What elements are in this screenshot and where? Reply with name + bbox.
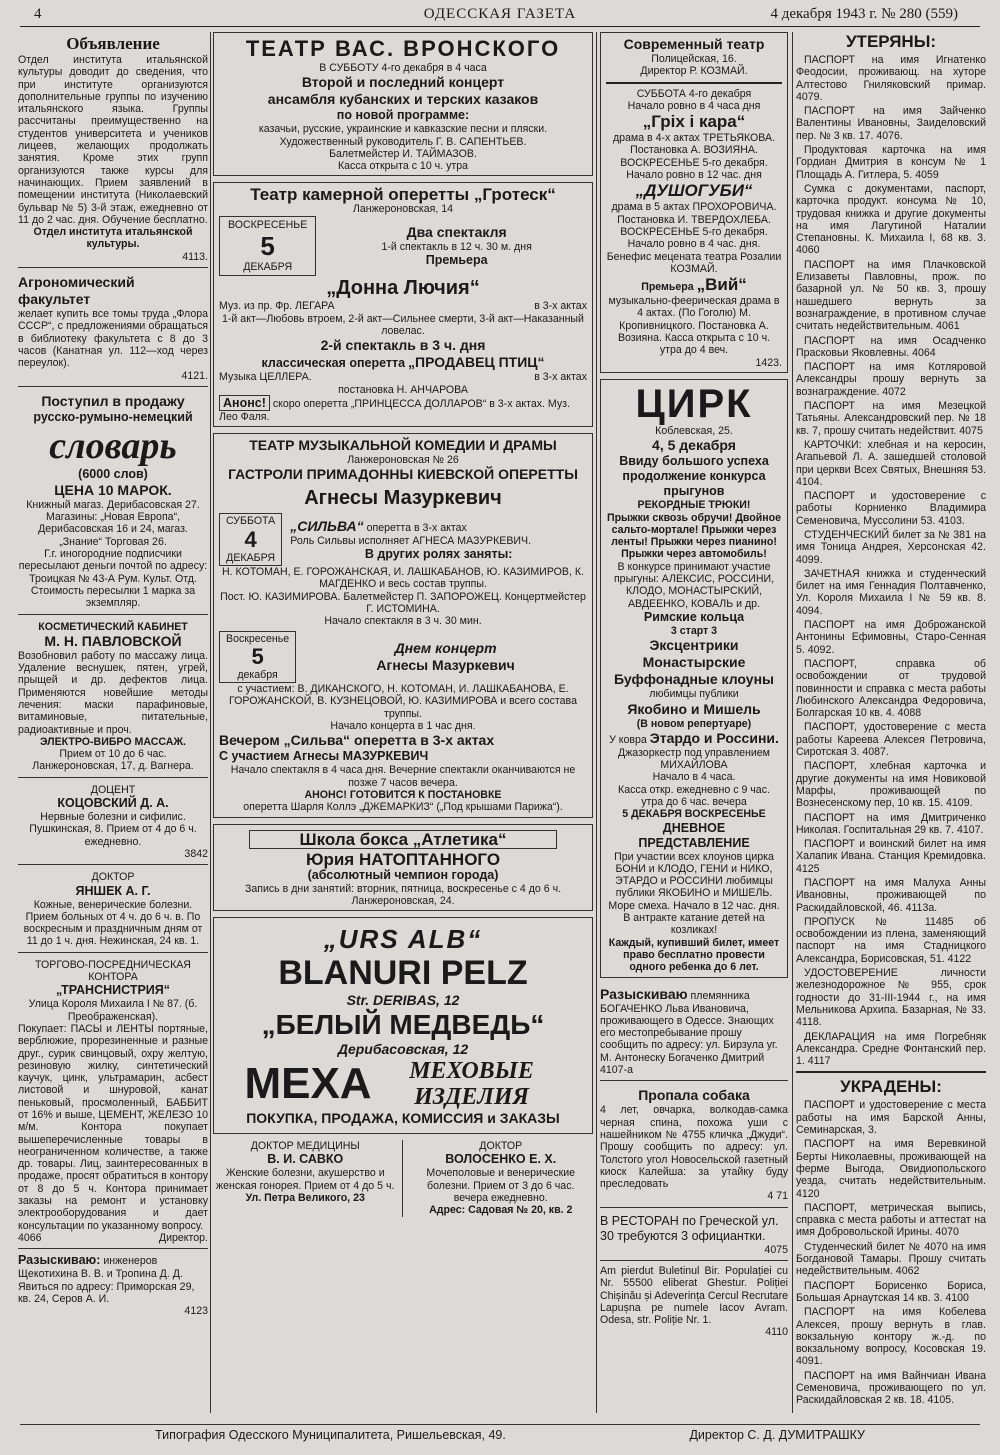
lost-item: Сумка с документами, паспорт, карточка продукт. консума № 10, трудовая книжка и другие документы на имя Лагутиной Наталии Степановны. К. Михаила I, 68 кв. 3. 4060 <box>796 182 986 257</box>
column-rule <box>210 32 211 1413</box>
lost-title: УТЕРЯНЫ: <box>845 32 936 51</box>
ad-boxing-school <box>213 824 593 912</box>
ci-carpet: У ковра <box>609 733 647 746</box>
mt-sat: СУББОТА 4-го декабря <box>636 87 752 100</box>
lost-item: ПАСПОРТ и удостоверение с работы Корниенко Владимира Семеновича, Муссолини 53. 4103. <box>796 490 986 527</box>
column-4 <box>796 32 986 1413</box>
mu-sat-box <box>219 513 282 566</box>
doc-name: ЯНШЕК А. Г. <box>75 883 151 898</box>
mu-sat-day: СУББОТА <box>226 515 276 528</box>
gr-acts2: в 3-х актах <box>534 371 587 384</box>
ad-romanian-lost <box>600 1265 788 1339</box>
gr-two: Два спектакля <box>406 223 507 240</box>
ci-favorite: любимцы публики <box>649 688 739 701</box>
mu-sat-month: ДЕКАБРЯ <box>226 551 276 564</box>
stolen-item: ПАСПОРТ и удостоверение с места работы на имя Барской Анны, Семинарская, 3. <box>796 1099 986 1137</box>
ad-code: 4075 <box>764 1243 788 1256</box>
gr-first: 1-й спектакль в 12 ч. 30 м. дня <box>381 240 532 253</box>
bx-info: Запись в дни занятий: вторник, пятница, воскресенье с 4 до 6 ч. Ланжероновская, 24. <box>244 882 562 907</box>
doc-body: Женские болезни, акушерство и женская гонорея. Прием от 4 до 5 ч. <box>216 1167 395 1192</box>
ad-body: Отдел института итальянской культуры доводит до сведения, что при институте организуются дополнительные группы по изучению итальянского языка. Группы рассчитаны преимущественно на студентов университета и учеников лицеев, желающих продолжать занятия. Кроме этих групп организуются также курсы для начинающих. Прием заявлений в помещении института (Николаевский бульвар № 5) 3-й этаж, ежедневно от 11 до 2 час. дня. Обучение бесплатно. <box>18 54 208 226</box>
ci-matinee-info: При участии всех клоунов цирка БОНИ и КЛОДО, ГЕНИ и НИКО, ЭТАРДО и РОССИНИ любимцы публики ЯКОБИНО и МИШЕЛЬ. Море смеха. Начало в 12 час. дня. В антракте катание детей на козликах! <box>608 850 780 937</box>
ad-code: 1423. <box>755 356 782 369</box>
mt-play3: „Вий“ <box>696 275 747 295</box>
ci-address: Коблевская, 25. <box>655 424 733 437</box>
doc-title: ДОЦЕНТ <box>90 783 136 796</box>
stolen-item: ПАСПОРТ на имя Кобелева Алексея, прошу вернуть в глав. вокзальную контору ж.-д. по вокзальному вопросу, Косовская 19. 4091. <box>796 1306 986 1368</box>
mt-title: Современный театр <box>623 36 765 52</box>
ci-start: 3 старт 3 <box>670 624 718 637</box>
column-2 <box>213 32 593 1413</box>
ci-matinee: ДНЕВНОЕ ПРЕДСТАВЛЕНИЕ <box>638 820 750 850</box>
ci-rings: Римские кольца <box>643 609 745 624</box>
ci-tricks: Прыжки сквозь обручи! Двойное сальто-мортале! Прыжки через ленты! Прыжки через пианино! Прыжки через автомобиль! <box>606 511 782 561</box>
mu-concert: Днем концерт <box>394 639 497 656</box>
ad-signature: Отдел института итальянской культуры. <box>33 226 193 251</box>
mu-sat-num: 4 <box>244 526 257 552</box>
lost-item: ПАСПОРТ на имя Зайченко Валентины Ивановны, Заиделовский пер. № 3 кв. 17. 4076. <box>796 105 986 142</box>
ad-code: 4121. <box>181 369 208 382</box>
dict-count: (6000 слов) <box>78 466 148 481</box>
vr-line4: казачьи, русские, украинские и кавказские песни и пляски. <box>258 123 548 136</box>
doc-name: КОЦОВСКИЙ Д. А. <box>57 796 169 811</box>
mt-director: Директор Р. КОЗМАЙ. <box>640 65 748 78</box>
vr-line6: Балетмейстер И. ТАЙМАЗОВ. <box>329 147 477 160</box>
ad-transnistria <box>18 957 208 1250</box>
gr-title: Театр камерной оперетты „Гротеск“ <box>250 185 556 205</box>
bx-name: Юрия НАТОПТАННОГО <box>305 849 501 869</box>
ad-musical-theatre <box>213 433 593 817</box>
column-rule <box>792 32 793 1413</box>
column-1 <box>18 32 208 1413</box>
doc-name: В. И. САВКО <box>267 1152 344 1167</box>
ci-yakobino: Якобино и Мишель <box>627 700 761 717</box>
lost-item: ПАСПОРТ, хлебная карточка и другие документы на имя Новиковой Марфы, проживающей по Вознесенскому пер, 10 кв. 15. 4109. <box>796 760 986 810</box>
mu-play: „СИЛЬВА“ <box>290 517 364 534</box>
column-3 <box>600 32 788 1413</box>
ci-cash: Касса откр. ежедневно с 9 час. утра до 6 час. вечера <box>618 783 770 808</box>
cosmetic-name: М. Н. ПАВЛОВСКОЙ <box>44 632 182 649</box>
mt-play1: „Гріх і кара“ <box>642 112 746 132</box>
ci-dates: 4, 5 декабря <box>652 437 736 454</box>
ad-code: 4123 <box>184 1305 208 1318</box>
ad-volosenko <box>409 1140 594 1216</box>
fu-address: Дерибасовская, 12 <box>337 1041 469 1058</box>
mu-evening-with: С участием Агнесы МАЗУРКЕВИЧ <box>219 749 429 764</box>
mu-staff: Пост. Ю. КАЗИМИРОВА. Балетмейстер П. ЗАПОРОЖЕЦ. Концертмейстер Г. ИСТОМИНА. <box>220 590 586 615</box>
mu-evening-start: Начало спектакля в 4 часа дня. Вечерние спектакли оканчиваются не позже 7 часов вечера. <box>230 764 576 789</box>
gr-date-box <box>219 216 316 277</box>
lost-item: ПАСПОРТ и воинский билет на имя Халапик Ивана. Станция Кремидовка. 4125 <box>796 838 986 875</box>
mu-concert-start: Начало концерта в 1 час дня. <box>330 720 476 733</box>
dict-line2: русско-румыно-немецкий <box>33 409 193 424</box>
ci-sunday: 5 ДЕКАБРЯ ВОСКРЕСЕНЬЕ <box>622 808 766 821</box>
ci-repertoire: (В новом репертуаре) <box>636 717 752 730</box>
lost-item: УДОСТОВЕРЕНИЕ личности железнодорожное № 955, срок годности до 31-III-1944 г., на имя Мельникова Архипа. Базарная, № 33. 4118. <box>796 967 986 1029</box>
ad-restaurant <box>600 1212 788 1261</box>
ad-italian-institute <box>18 32 208 268</box>
lost-list <box>796 54 986 1067</box>
fu-products: МЕХОВЫЕ ИЗДЕЛИЯ <box>409 1058 534 1111</box>
lost-item: ПАСПОРТ, справка об освобождении от трудовой повинности и справка с места работы Любинского Александра Федоровича, Болгарская 10 кв. 4. 4088 <box>796 657 986 720</box>
mu-concert-star: Агнесы Мазуркевич <box>376 656 515 673</box>
lost-item: ПАСПОРТ на имя Котляровой Александры прошу вернуть за вознаграждение. 4072 <box>796 361 986 398</box>
gr-anons: Анонс! <box>219 395 270 411</box>
ci-jazz-start: Начало в 4 часа. <box>652 771 736 784</box>
ad-body: желает купить все томы труда „Флора СССР“, с предложениями обращаться в библиотеку факультета с 8 до 3 часов (Канатная ул. 112—ход через переулок). <box>18 308 208 370</box>
ad-grotesk-theatre <box>213 182 593 427</box>
ad-wanted <box>18 1253 208 1317</box>
ci-etardo: Этардо и Россини. <box>649 729 779 746</box>
vr-line2: ансамбля кубанских и терских казаков <box>267 91 539 108</box>
mu-concert-with: с участием: В. ДИКАНСКОГО, Н. КОТОМАН, И. ЛАШКАБАНОВА, Е. ГОРОЖАНСКОЙ, В. КУЗНЕЦОВОЙ, Ю. КАЗИМИРОВА и всего состава труппы. <box>229 683 577 720</box>
lost-item: ПРОПУСК № 11485 об освобождении из плена, заменяющий паспорт на имя Стадницкого Александра, Борисовская, 51. 4122 <box>796 915 986 965</box>
doc-body: Мочеполовые и венерические болезни. Прием от 3 до 6 час. вечера ежедневно. <box>426 1167 576 1204</box>
dict-mail: Г.г. иногородние подписчики пересылают деньги почтой по адресу: Троицкая № 43-А Рум. Культ. Отд. Стоимость пересылки 1 марка за экземпляр. <box>18 548 208 610</box>
lost-item: КАРТОЧКИ: хлебная и на керосин, Агапьевой Л. А. зашедшей столовой при церкви Всех Святых, Внешняя 53. 4104. <box>796 438 986 488</box>
doc-body: Кожные, венерические болезни. Прием больных от 4 ч. до 6 ч. в. По воскресным и праздничным дням от 11 до 1 ч. дня. Нежинская, 24 кв. 1. <box>23 898 203 948</box>
lost-item: Продуктовая карточка на имя Гордиан Дмитрия в консум № 1 Площадь А. Гитлера, 5. 4059 <box>796 144 986 181</box>
bx-title: Школа бокса „Атлетика“ <box>249 830 557 849</box>
fu-services: ПОКУПКА, ПРОДАЖА, КОМИССИЯ и ЗАКАЗЫ <box>246 1110 560 1127</box>
stolen-item: Студенческий билет № 4070 на имя Богдановой Тамары. Прошу считать недействительным. 4062 <box>796 1240 986 1278</box>
doc-address: Ул. Петра Великого, 23 <box>245 1191 365 1204</box>
lost-item: ПАСПОРТ на имя Малуха Анны Ивановны, проживающей по Раскидайловской, 46. 4113а. <box>796 877 986 914</box>
lost-item: ПАСПОРТ на имя Игнатенко Феодосии, проживающ. на хуторе Алтестово Гниляковский примар. 4079. <box>796 54 986 103</box>
gr-month: ДЕКАБРЯ <box>243 261 293 274</box>
ad-dictionary <box>18 391 208 615</box>
stolen-item: ПАСПОРТ на имя Вайнчиан Ивана Семеновича, проживающего по ул. Раскидайловская 2 кв. 18. 4105. <box>796 1369 986 1407</box>
ad-title: Агрономический факультет <box>18 274 135 308</box>
gr-play2: „ПРОДАВЕЦ ПТИЦ“ <box>408 354 545 371</box>
cosmetic-body: Возобновил работу по массажу лица. Удаление веснушек, пятен, угрей, прыщей и др. дефектов лица. Применяются новейшие методы лечения: маски парафиновые, витаминовые, питательные, радиоактивные и проч. <box>18 649 208 736</box>
mt-address: Полицейская, 16. <box>651 53 737 65</box>
mt-sat-start: Начало ровно в 4 часа дня <box>627 99 761 112</box>
tr-address: Улица Короля Михаила I № 87. (б. Преображенская). <box>28 998 198 1023</box>
vr-title: ТЕАТР ВАС. ВРОНСКОГО <box>245 36 561 61</box>
gr-music: Муз. из пр. Фр. ЛЕГАРА <box>219 300 335 313</box>
search-title: Разыскиваю <box>600 985 688 1002</box>
dog-title: Пропала собака <box>638 1087 750 1104</box>
lost-item: ПАСПОРТ на имя Мезецкой Татьяны. Александровский пер. № 18 кв. 7, прошу считать недействит. 4075 <box>796 400 986 437</box>
mu-cast: Н. КОТОМАН, Е. ГОРОЖАНСКАЯ, И. ЛАШКАБАНОВ, Ю. КАЗИМИРОВ, К. МАГДЕНКО и весь состав труппы. <box>222 566 584 591</box>
lost-item: СТУДЕНЧЕСКИЙ билет за № 381 на имя Тоница Андрея, Херсонская 42. 4099. <box>796 528 986 566</box>
ad-savko <box>213 1140 403 1216</box>
dict-word: словарь <box>49 424 177 467</box>
dict-price: ЦЕНА 10 МАРОК. <box>54 481 172 498</box>
fu-brand: „URS ALB“ <box>323 924 483 955</box>
mu-start: Начало спектакля в 3 ч. 30 мин. <box>324 615 482 628</box>
mt-play2: „ДУШОГУБИ“ <box>635 181 753 201</box>
tr-sign: Директор. <box>158 1231 208 1244</box>
ad-code: 4110 <box>765 1326 788 1339</box>
mu-sun-box <box>219 631 296 684</box>
gr-music2: Музыка ЦЕЛЛЕРА. <box>219 371 312 384</box>
ci-title: ЦИРК <box>635 381 753 426</box>
ad-vronsky-theatre <box>213 32 593 176</box>
mu-sun-num: 5 <box>251 643 264 669</box>
mu-evening: Вечером „Сильва“ оперетта в 3-х актах <box>219 732 495 749</box>
column-rule <box>596 32 597 1413</box>
lost-item: ЗАЧЕТНАЯ книжка и студенческий билет на имя Геннадия Полтавченко, Ул. Короля Михаила I № 59 кв. 8. 4094. <box>796 567 986 617</box>
tr-title: ТОРГОВО-ПОСРЕДНИЧЕСКАЯ КОНТОРА <box>35 958 191 984</box>
doc-name: ВОЛОСЕНКО Е. Х. <box>445 1152 557 1167</box>
issue-date: 4 декабря 1943 г. № 280 (559) <box>770 6 958 22</box>
mu-prep: АНОНС! ГОТОВИТСЯ К ПОСТАНОВКЕ <box>304 788 502 801</box>
fu-street: Str. DERIBAS, 12 <box>346 992 460 1009</box>
cosmetic-hours: Прием от 10 до 6 час. Ланжероновская, 17, д. Вагнера. <box>32 748 194 773</box>
mt-play3-info: музыкально-феерическая драма в 4 актах. (По Гоголю) М. Кропивницкого. Постановка А. Возияна. Касса открыта с 10 ч. утра до 4 веч. <box>608 295 780 357</box>
doc-title: ДОКТОР <box>91 871 135 884</box>
ad-code: 3842 <box>184 847 208 860</box>
stolen-list <box>796 1099 986 1406</box>
search-body: племянника БОГАЧЕНКО Льва Ивановича, проживающего в Одессе. Знающих его местопребывание прошу сообщить по адресу: ул. Бирзула уг. М. Антонеску Богаченко Дмитрий 4107-а <box>600 989 778 1077</box>
ad-lost-dog <box>600 1085 788 1207</box>
ci-eccentric: Эксцентрики <box>649 637 739 654</box>
mu-address: Ланжероновская № 26 <box>347 454 459 467</box>
ci-tricks-title: РЕКОРДНЫЕ ТРЮКИ! <box>637 499 751 512</box>
ad-modern-theatre <box>600 32 788 373</box>
gr-second: 2-й спектакль в 3 ч. дня <box>320 337 486 354</box>
rest-body: В РЕСТОРАН по Греческой ул. 30 требуются 3 официантки. <box>600 1213 779 1243</box>
mu-title: ТЕАТР МУЗЫКАЛЬНОЙ КОМЕДИИ И ДРАМЫ <box>249 437 557 454</box>
lost-item: ПАСПОРТ, удостоверение с места работы Кареева Алексея Петровича, Сиротская 3. 4087. <box>796 721 986 759</box>
lost-item: ПАСПОРТ на имя Плачковской Елизаветы Павловны, прож. по базарной ул. № 50 кв. 3, прошу нашедшего вернуть за вознаграждение, в противном случае считать недействительным. 4061 <box>796 258 986 333</box>
vr-line7: Касса открыта с 10 ч. утра <box>337 160 469 173</box>
mu-star: Агнесы Мазуркевич <box>304 487 502 510</box>
gr-num: 5 <box>260 231 275 262</box>
gr-anons-text: скоро оперетта „ПРИНЦЕССА ДОЛЛАРОВ“ в 3-х актах. Муз. Лео Фаля. <box>219 397 570 423</box>
ad-circus <box>600 379 788 978</box>
doc-body: Нервные болезни и сифилис. Пушкинская, 8. Прием от 4 до 6 ч. ежедневно. <box>29 811 197 848</box>
dict-line1: Поступил в продажу <box>41 392 185 409</box>
ad-searching <box>600 984 788 1082</box>
ad-furs <box>213 917 593 1134</box>
vr-line3: по новой программе: <box>336 108 470 123</box>
mu-sun-month: декабря <box>237 668 278 681</box>
ci-monastic: Монастырские <box>642 654 746 671</box>
ci-jazz: Джазоркестр под управлением МИХАЙЛОВА <box>618 746 770 772</box>
page-number: 4 <box>34 6 42 22</box>
tr-body: Покупает: ПАСЫ и ЛЕНТЫ портяные, верблюжие, прорезиненные и разные друг., сурик свинцовый, охру желтую, резиновую жилку, синтетический каучук, цинк, ультрамарин, асбест листовой и шнуровой, канат пеньковый, просмоленный, БАББИТ от 16% и выше, ЦЕМЕНТ, ЖЕЛЕЗО 10 м/м. Контора покупает вышеперечисленные товары в неограниченном количестве, а также др. товары. Лиц, заинтересованных в продаже, просят обратиться в контору от 8 до 5 ч. Контора принимает заказы на ремонт и установку электрооборудования и дает консультации по указанному вопросу. <box>18 1022 208 1232</box>
mu-prep-play: оперетта Шарля Коллэ „ДЖЕМАРКИЗ“ („Под крышами Парижа“). <box>243 801 563 814</box>
gr-premiere: Премьера <box>425 253 488 268</box>
cosmetic-title: КОСМЕТИЧЕСКИЙ КАБИНЕТ <box>38 620 188 633</box>
stolen-item: ПАСПОРТ на имя Веревкиной Берты Николаевны, проживающей на ферме Выгода, Овидиопольского уезда, считать недействительным. 4120 <box>796 1138 986 1200</box>
ad-agro-faculty <box>18 272 208 387</box>
fu-blanuri: BLANURI PELZ <box>278 954 528 993</box>
page-footer <box>20 1424 980 1445</box>
mu-sun-day: Воскресенье <box>226 632 290 645</box>
lost-item: ПАСПОРТ на имя Дмитриченко Николая. Госпитальная 29 кв. 7. 4107. <box>796 811 986 836</box>
stolen-item: ПАСПОРТ, метрическая выпись, справка с места работы и аттестат на имя Добровольской Ирины. 4070 <box>796 1201 986 1239</box>
ad-code: 4 71 <box>767 1190 788 1203</box>
gr-day: ВОСКРЕСЕНЬЕ <box>228 218 308 231</box>
newspaper-title: ОДЕССКАЯ ГАЗЕТА <box>423 6 577 22</box>
doc-title: ДОКТОР МЕДИЦИНЫ <box>250 1140 360 1153</box>
ad-code: 4113. <box>182 250 208 263</box>
gr-classic: классическая оперетта <box>261 356 406 371</box>
wanted-body: инженеров Щекотихина В. В. и Тропина Д. Д. Явиться по адресу: Приморская 29, кв. 24, Серов А. И. <box>18 1255 195 1305</box>
gr-acts-detail: 1-й акт—Любовь втроем, 2-й акт—Сильнее смерти, 3-й акт—Наказанный ловелас. <box>222 312 584 337</box>
wanted-title: Разыскиваю: <box>18 1253 101 1268</box>
ad-code: 4066 <box>18 1231 42 1244</box>
ad-cosmetic <box>18 619 208 778</box>
doctors-row <box>213 1140 593 1216</box>
dict-shops: Книжный магаз. Дерибасовская 27. Магазины: „Новая Европа“, Дерибасовская 16 и 24, магаз. „Знание“ Торговая 26. <box>26 498 200 548</box>
lost-item: ПАСПОРТ на имя Доброжанской Антонины Ефимовны, Старо-Сенная 5. 4092. <box>796 619 986 656</box>
tr-name: „ТРАНСНИСТРИЯ“ <box>55 983 171 998</box>
stolen-item: ПАСПОРТ Борисенко Бориса, Большая Арнаутская 14 кв. 3. 4100 <box>796 1279 986 1304</box>
ci-jumpers: В конкурсе принимают участие прыгуны: АЛЕКСИС, РОССИНИ, КЛОДО, МОНАСТЫРСКИЙ, АВДЕЕНКО, КОВАЛЬ и др. <box>613 560 775 610</box>
gr-acts: в 3-х актах <box>534 300 587 313</box>
fu-bear: „БЕЛЫЙ МЕДВЕДЬ“ <box>261 1009 545 1041</box>
ro-body: Am pierdut Buletinul Bir. Populației cu Nr. 55500 eliberat Ghestur. Poliției Chișinău și Adeverința Cercul Recrutare Lapușna pe numele Iacov Avram. Odesa, str. Poliție Nr. 1. <box>600 1265 788 1327</box>
vr-line5: Художественный руководитель Г. В. САПЕНТЬЕВ. <box>279 135 527 148</box>
mt-play2-info: драма в 5 актах ПРОХОРОВИЧА. Постановка И. ТВЕРДОХЛЕБА. ВОСКРЕСЕНЬЕ 5-го декабря. Начало ровно в 4 час. дня. Бенефис мецената театра Розалии КОЗМАЙ. <box>606 201 782 275</box>
doc-address: Адрес: Садовая № 20, кв. 2 <box>429 1204 573 1217</box>
mu-other: В других ролях заняты: <box>364 546 513 561</box>
ci-free: Каждый, купивший билет, имеет право бесплатно провести одного ребенка до 6 лет. <box>608 936 780 974</box>
page-header <box>20 4 980 27</box>
dog-body: 4 лет, овчарка, волкодав-самка черная спина, похожа уши с нашейником № 4755 кличка „Джуди“. Прошу сообщить по адресу: ул. Толстого угол Новосельской газетный киоск Калейша: за утайку буду преследовать <box>600 1104 788 1191</box>
ci-buffoon: Буффонадные клоуны <box>613 671 774 688</box>
mu-tour: ГАСТРОЛИ ПРИМАДОННЫ КИЕВСКОЙ ОПЕРЕТТЫ <box>228 466 578 483</box>
footer-director: Директор С. Д. ДУМИТРАШКУ <box>689 1428 865 1442</box>
ad-yanshek <box>18 869 208 952</box>
doc-title: ДОКТОР <box>479 1140 523 1153</box>
mu-play-note: оперетта в 3-х актах <box>366 521 467 534</box>
ci-reason: Ввиду большого успеха продолжение конкурса прыгунов <box>619 454 769 499</box>
gr-address: Ланжероновская, 14 <box>352 203 454 216</box>
gr-play: „Донна Лючия“ <box>326 277 480 300</box>
vr-when: В СУББОТУ 4-го декабря в 4 часа <box>319 62 487 74</box>
vr-line1: Второй и последний концерт <box>301 74 505 91</box>
cosmetic-electro: ЭЛЕКТРО-ВИБРО МАССАЖ. <box>40 735 186 748</box>
mu-role: Роль Сильвы исполняет АГНЕСА МАЗУРКЕВИЧ. <box>290 534 532 547</box>
ad-kotsovsky <box>18 782 208 865</box>
ad-title: Объявление <box>66 34 160 53</box>
lost-item: ДЕКЛАРАЦИЯ на имя Погребняк Александра. Средне Фонтанский пер. 1. 4117 <box>796 1030 986 1068</box>
mt-play1-info: драма в 4-х актах ТРЕТЬЯКОВА. Постановка А. ВОЗИЯНА. ВОСКРЕСЕНЬЕ 5-го декабря. Начало ровно в 12 час. дня <box>612 132 776 182</box>
mt-premiere: Премьера <box>641 281 694 294</box>
stolen-title: УКРАДЕНЫ: <box>840 1077 942 1097</box>
fu-mexa: МЕХА <box>244 1059 372 1109</box>
lost-item: ПАСПОРТ на имя Осадченко Прасковьи Яковлевны. 4064 <box>796 334 986 359</box>
bx-sub: (абсолютный чемпион города) <box>307 867 499 882</box>
footer-printer: Типография Одесского Муниципалитета, Ришельевская, 49. <box>155 1428 506 1442</box>
gr-director: постановка Н. АНЧАРОВА <box>338 383 468 396</box>
